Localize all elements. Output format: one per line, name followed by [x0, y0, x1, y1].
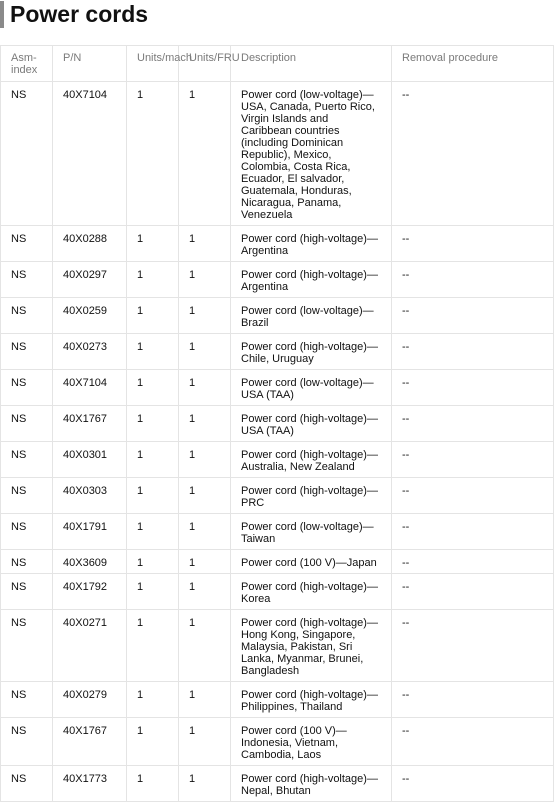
header-units-mach: Units/mach	[127, 46, 179, 82]
cell-units-fru: 1	[179, 718, 231, 766]
cell-units-mach: 1	[127, 370, 179, 406]
cell-pn: 40X0303	[53, 478, 127, 514]
cell-asm-index: NS	[1, 682, 53, 718]
cell-asm-index: NS	[1, 442, 53, 478]
cell-pn: 40X0273	[53, 334, 127, 370]
cell-description: Power cord (high-voltage)—Argentina	[231, 262, 392, 298]
cell-asm-index: NS	[1, 478, 53, 514]
cell-units-fru: 1	[179, 334, 231, 370]
cell-pn: 40X0279	[53, 682, 127, 718]
cell-units-mach: 1	[127, 478, 179, 514]
cell-units-mach: 1	[127, 226, 179, 262]
cell-units-mach: 1	[127, 334, 179, 370]
cell-description: Power cord (100 V)—Indonesia, Vietnam, Cambodia, Laos	[231, 718, 392, 766]
cell-removal-procedure: --	[392, 406, 554, 442]
cell-removal-procedure: --	[392, 82, 554, 226]
cell-pn: 40X1791	[53, 514, 127, 550]
cell-units-fru: 1	[179, 370, 231, 406]
table-row	[1, 370, 554, 406]
header-pn: P/N	[53, 46, 127, 82]
cell-removal-procedure: --	[392, 682, 554, 718]
table-row	[1, 718, 554, 766]
cell-asm-index: NS	[1, 262, 53, 298]
cell-pn: 40X7104	[53, 370, 127, 406]
table-row	[1, 442, 554, 478]
cell-removal-procedure: --	[392, 262, 554, 298]
table-row	[1, 610, 554, 682]
cell-asm-index: NS	[1, 226, 53, 262]
table-row	[1, 574, 554, 610]
cell-units-mach: 1	[127, 610, 179, 682]
table-row	[1, 406, 554, 442]
cell-removal-procedure: --	[392, 334, 554, 370]
cell-units-fru: 1	[179, 82, 231, 226]
table-row	[1, 478, 554, 514]
cell-removal-procedure: --	[392, 442, 554, 478]
cell-units-fru: 1	[179, 262, 231, 298]
table-row	[1, 298, 554, 334]
cell-units-mach: 1	[127, 682, 179, 718]
title-accent-bar	[0, 1, 4, 28]
header-asm-index: Asm-index	[1, 46, 53, 82]
cell-asm-index: NS	[1, 82, 53, 226]
cell-asm-index: NS	[1, 406, 53, 442]
cell-pn: 40X7104	[53, 82, 127, 226]
cell-units-fru: 1	[179, 610, 231, 682]
cell-units-fru: 1	[179, 682, 231, 718]
cell-pn: 40X0259	[53, 298, 127, 334]
table-row	[1, 766, 554, 802]
cell-removal-procedure: --	[392, 766, 554, 802]
cell-units-fru: 1	[179, 574, 231, 610]
cell-description: Power cord (100 V)—Japan	[231, 550, 392, 574]
cell-asm-index: NS	[1, 370, 53, 406]
cell-removal-procedure: --	[392, 718, 554, 766]
table-row	[1, 550, 554, 574]
cell-removal-procedure: --	[392, 478, 554, 514]
cell-removal-procedure: --	[392, 610, 554, 682]
cell-units-fru: 1	[179, 298, 231, 334]
cell-pn: 40X0301	[53, 442, 127, 478]
cell-description: Power cord (low-voltage)—Brazil	[231, 298, 392, 334]
cell-units-fru: 1	[179, 550, 231, 574]
header-removal-procedure: Removal procedure	[392, 46, 554, 82]
cell-asm-index: NS	[1, 718, 53, 766]
cell-pn: 40X1767	[53, 718, 127, 766]
header-description: Description	[231, 46, 392, 82]
cell-units-fru: 1	[179, 226, 231, 262]
cell-units-mach: 1	[127, 406, 179, 442]
cell-asm-index: NS	[1, 298, 53, 334]
cell-asm-index: NS	[1, 550, 53, 574]
table-row	[1, 262, 554, 298]
cell-units-mach: 1	[127, 574, 179, 610]
cell-description: Power cord (high-voltage)—Australia, New Zealand	[231, 442, 392, 478]
cell-asm-index: NS	[1, 514, 53, 550]
cell-description: Power cord (high-voltage)—Argentina	[231, 226, 392, 262]
cell-pn: 40X1792	[53, 574, 127, 610]
cell-pn: 40X1767	[53, 406, 127, 442]
table-row	[1, 82, 554, 226]
cell-description: Power cord (high-voltage)—USA (TAA)	[231, 406, 392, 442]
table-header-row	[1, 46, 554, 82]
header-units-fru: Units/FRU	[179, 46, 231, 82]
cell-units-mach: 1	[127, 298, 179, 334]
cell-units-fru: 1	[179, 406, 231, 442]
cell-removal-procedure: --	[392, 574, 554, 610]
cell-removal-procedure: --	[392, 226, 554, 262]
cell-units-fru: 1	[179, 442, 231, 478]
parts-table	[0, 45, 554, 802]
cell-description: Power cord (low-voltage)—USA (TAA)	[231, 370, 392, 406]
page-header	[0, 0, 554, 34]
table-row	[1, 334, 554, 370]
cell-units-mach: 1	[127, 262, 179, 298]
cell-pn: 40X0288	[53, 226, 127, 262]
page-title: Power cords	[10, 1, 149, 27]
cell-description: Power cord (high-voltage)—Philippines, Thailand	[231, 682, 392, 718]
cell-pn: 40X0297	[53, 262, 127, 298]
cell-units-mach: 1	[127, 442, 179, 478]
cell-description: Power cord (low-voltage)—Taiwan	[231, 514, 392, 550]
cell-removal-procedure: --	[392, 550, 554, 574]
cell-removal-procedure: --	[392, 514, 554, 550]
table-row	[1, 514, 554, 550]
cell-description: Power cord (high-voltage)—Hong Kong, Singapore, Malaysia, Pakistan, Sri Lanka, Myanmar, Brunei, Bangladesh	[231, 610, 392, 682]
table-body	[1, 82, 554, 802]
cell-pn: 40X0271	[53, 610, 127, 682]
cell-description: Power cord (high-voltage)—Korea	[231, 574, 392, 610]
cell-asm-index: NS	[1, 334, 53, 370]
cell-asm-index: NS	[1, 574, 53, 610]
cell-units-mach: 1	[127, 514, 179, 550]
cell-units-fru: 1	[179, 478, 231, 514]
cell-pn: 40X3609	[53, 550, 127, 574]
cell-units-fru: 1	[179, 514, 231, 550]
cell-units-mach: 1	[127, 550, 179, 574]
cell-description: Power cord (low-voltage)—USA, Canada, Puerto Rico, Virgin Islands and Caribbean countries (including Dominican Republic), Mexico, Colombia, Costa Rica, Ecuador, El salvador, Guatemala, Honduras, Nicaragua, Panama, Venezuela	[231, 82, 392, 226]
table-row	[1, 682, 554, 718]
cell-units-fru: 1	[179, 766, 231, 802]
cell-description: Power cord (high-voltage)—Nepal, Bhutan	[231, 766, 392, 802]
cell-asm-index: NS	[1, 610, 53, 682]
cell-units-mach: 1	[127, 766, 179, 802]
cell-description: Power cord (high-voltage)—Chile, Uruguay	[231, 334, 392, 370]
cell-removal-procedure: --	[392, 298, 554, 334]
cell-removal-procedure: --	[392, 370, 554, 406]
cell-units-mach: 1	[127, 718, 179, 766]
cell-pn: 40X1773	[53, 766, 127, 802]
table-row	[1, 226, 554, 262]
cell-asm-index: NS	[1, 766, 53, 802]
cell-units-mach: 1	[127, 82, 179, 226]
cell-description: Power cord (high-voltage)—PRC	[231, 478, 392, 514]
